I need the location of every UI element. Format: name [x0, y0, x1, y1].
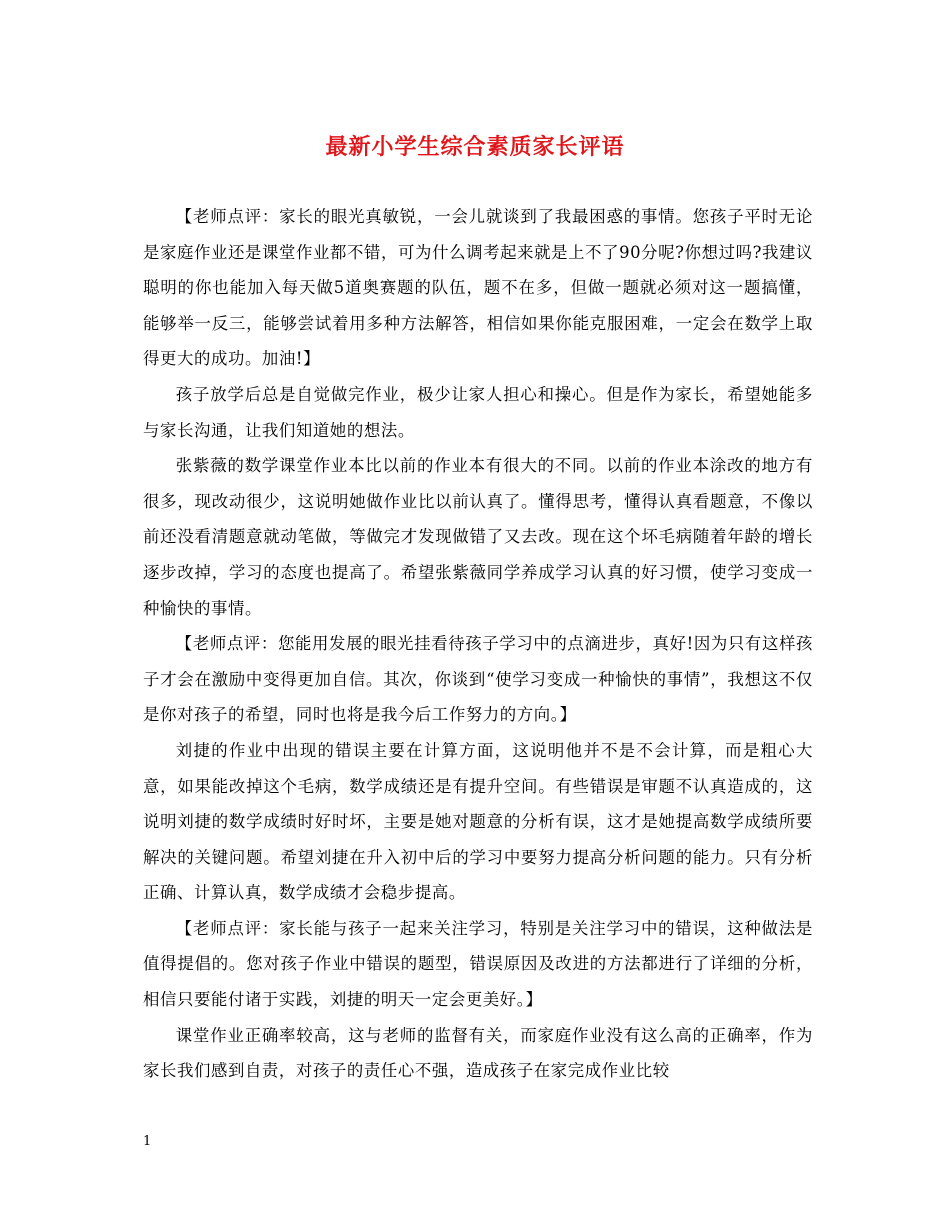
- document-body: [143, 199, 813, 1089]
- paragraph-parent-comment-2: 张紫薇的数学课堂作业本比以前的作业本有很大的不同。以前的作业本涂改的地方有很多，现改动很少，这说明她做作业比以前认真了。懂得思考，懂得认真看题意，不像以前还没看清题意就动笔做，等做完才发现做错了又去改。现在这个坏毛病随着年龄的增长逐步改掉，学习的态度也提高了。希望张紫薇同学养成学习认真的好习惯，使学习变成一种愉快的事情。: [143, 456, 813, 618]
- paragraph-teacher-comment-1: 【老师点评：家长的眼光真敏锐，一会儿就谈到了我最困惑的事情。您孩子平时无论是家庭作业还是课堂作业都不错，可为什么调考起来就是上不了90分呢?你想过吗?我建议聪明的你也能加入每天做5道奥赛题的队伍，题不在多，但做一题就必须对这一题搞懂，能够举一反三，能够尝试着用多种方法解答，相信如果你能克服困难，一定会在数学上取得更大的成功。加油!】: [143, 207, 813, 369]
- paragraph-parent-comment-4: 课堂作业正确率较高，这与老师的监督有关，而家庭作业没有这么高的正确率，作为家长我们感到自责，对孩子的责任心不强，造成孩子在家完成作业比较: [143, 1025, 813, 1081]
- paragraph-teacher-comment-2: 【老师点评：您能用发展的眼光挂看待孩子学习中的点滴进步，真好!因为只有这样孩子才会在激励中变得更加自信。其次，你谈到“使学习变成一种愉快的事情”，我想这不仅是你对孩子的希望，同时也将是我今后工作努力的方向。】: [143, 634, 813, 725]
- paragraph-parent-comment-1: 孩子放学后总是自觉做完作业，极少让家人担心和操心。但是作为家长，希望她能多与家长沟通，让我们知道她的想法。: [143, 384, 813, 440]
- document-title: 最新小学生综合素质家长评语: [325, 135, 625, 160]
- paragraph-parent-comment-3: 刘捷的作业中出现的错误主要在计算方面，这说明他并不是不会计算，而是粗心大意，如果能改掉这个毛病，数学成绩还是有提升空间。有些错误是审题不认真造成的，这说明刘捷的数学成绩时好时坏，主要是她对题意的分析有误，这才是她提高数学成绩所要解决的关键问题。希望刘捷在升入初中后的学习中要努力提高分析问题的能力。只有分析正确、计算认真，数学成绩才会稳步提高。: [143, 740, 813, 903]
- page-number: 1: [143, 1134, 152, 1149]
- paragraph-teacher-comment-3: 【老师点评：家长能与孩子一起来关注学习，特别是关注学习中的错误，这种做法是值得提倡的。您对孩子作业中错误的题型，错误原因及改进的方法都进行了详细的分析，相信只要能付诸于实践，刘捷的明天一定会更美好。】: [143, 918, 813, 1010]
